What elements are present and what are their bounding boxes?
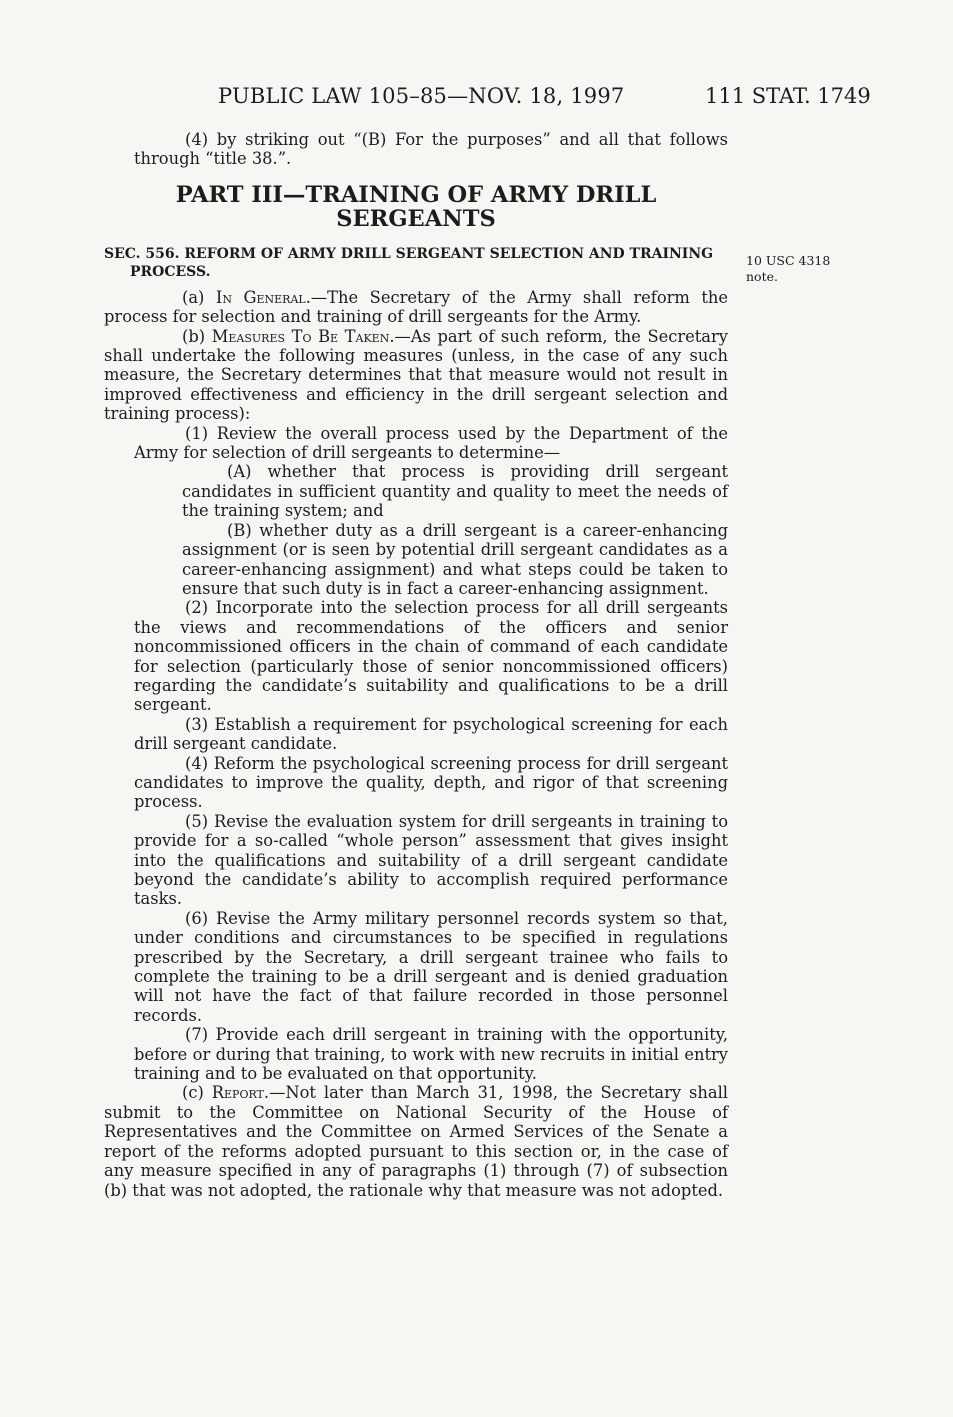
statute-page-number: 111 STAT. 1749 <box>705 84 871 108</box>
paragraph-1: (1) Review the overall process used by the Department of the Army for selection of drill sergeants to determine— <box>134 423 728 463</box>
part-title-line-1: PART III—TRAINING OF ARMY DRILL <box>175 181 657 208</box>
margin-note-label: note. <box>746 269 778 284</box>
paragraph-6: (6) Revise the Army military personnel records system so that, under conditions and circumstances to be specified in regulations prescribed by the Secretary, a drill sergeant trainee who fails to complete the training to be a drill sergeant and is denied graduation will not have the fact of that failure recorded in those personnel records. <box>134 908 728 1025</box>
subsection-b <box>104 327 728 424</box>
subsection-a-label: (a) <box>182 287 216 307</box>
part-title-line-2: SERGEANTS <box>336 205 496 232</box>
subparagraph-1b: (B) whether duty as a drill sergeant is a career-enhancing assignment (or is seen by potential drill sergeant candidates as a career-enhancing assignment) and what steps could be taken to ensure that such duty is in fact a career-enhancing assignment. <box>182 520 728 598</box>
subsection-b-caption: Measures To Be Taken <box>211 326 390 346</box>
amendment-paragraph: (4) by striking out “(B) For the purposes” and all that follows through “title 38.”. <box>134 130 728 169</box>
paragraph-2: (2) Incorporate into the selection process for all drill sergeants the views and recommendations of the officers and senior noncommissioned officers in the chain of command of each candidate for selection (particularly those of senior noncommissioned officers) regarding the candidate’s suitability and qualifications to be a drill sergeant. <box>134 598 728 715</box>
margin-note-citation: 10 USC 4318 <box>746 253 831 268</box>
subsection-c-caption: Report <box>211 1083 264 1103</box>
subsection-a-caption: In General <box>215 287 306 307</box>
paragraph-7: (7) Provide each drill sergeant in training with the opportunity, before or during that training, to work with new recruits in initial entry training and to be evaluated on that opportunity. <box>134 1025 728 1084</box>
subsection-c-label: (c) <box>182 1083 212 1103</box>
paragraph-4: (4) Reform the psychological screening process for drill sergeant candidates to improve the quality, depth, and rigor of that screening process. <box>134 753 728 812</box>
section-heading: SEC. 556. REFORM OF ARMY DRILL SERGEANT SELECTION AND TRAINING PROCESS. <box>104 245 714 281</box>
margin-note <box>746 253 830 285</box>
subsection-c <box>104 1083 728 1199</box>
document-body <box>104 130 728 1200</box>
subsection-b-text: .—As part of such reform, the Secretary shall undertake the following measures (unless, in the case of any such measure, the Secretary determines that that measure would not result in improved effectiveness and efficiency in the drill sergeant selection and training process): <box>104 326 728 424</box>
subsection-b-label: (b) <box>182 326 212 346</box>
running-header: PUBLIC LAW 105–85—NOV. 18, 1997 <box>218 84 625 108</box>
subsection-a-text: .—The Secretary of the Army shall reform the process for selection and training of drill sergeants for the Army. <box>104 287 729 327</box>
paragraph-3: (3) Establish a requirement for psychological screening for each drill sergeant candidate. <box>134 714 728 754</box>
subparagraph-1a: (A) whether that process is providing drill sergeant candidates in sufficient quantity and quality to meet the needs of the training system; and <box>182 462 728 521</box>
paragraph-5: (5) Revise the evaluation system for drill sergeants in training to provide for a so-called “whole person” assessment that gives insight into the qualifications and suitability of a drill sergeant candidate beyond the candidate’s ability to accomplish required performance tasks. <box>134 811 728 909</box>
part-title <box>104 183 728 231</box>
subsection-a <box>104 288 728 327</box>
subsection-c-text: .—Not later than March 31, 1998, the Secretary shall submit to the Committee on National Security of the House of Representatives and the Committee on Armed Services of the Senate a report of the reforms adopted pursuant to this section or, in the case of any measure specified in any of paragraphs (1) through (7) of subsection (b) that was not adopted, the rationale why that measure was not adopted. <box>104 1083 728 1200</box>
